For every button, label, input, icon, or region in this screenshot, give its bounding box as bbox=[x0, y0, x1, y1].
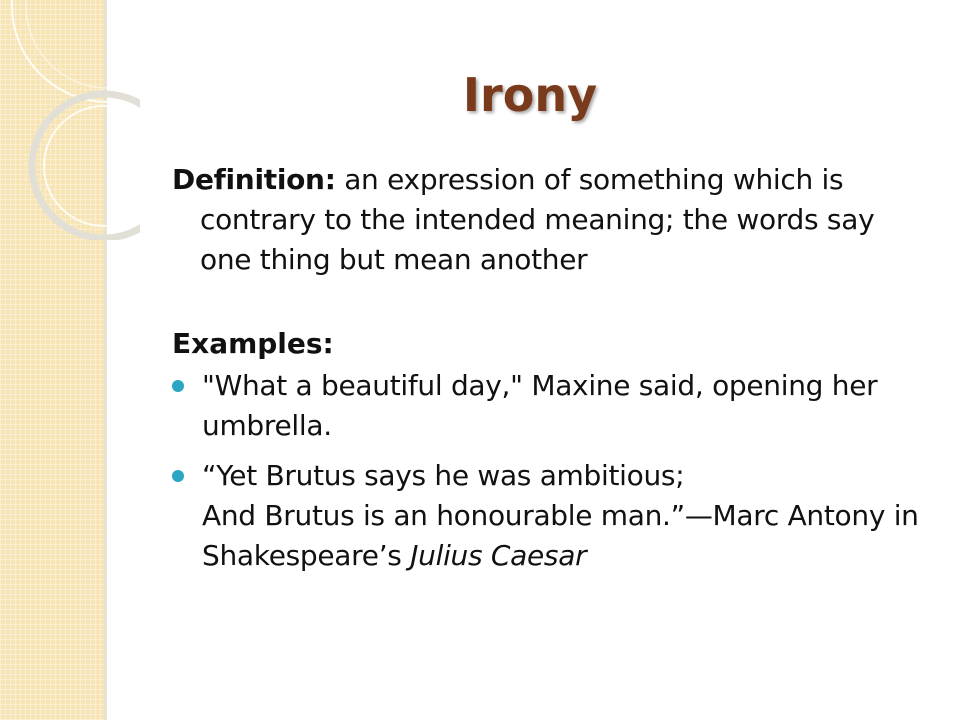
bullet-icon bbox=[172, 470, 184, 482]
quote-line-2: And Brutus is an honourable man.”—Marc Antony in Shakespeare’s bbox=[202, 499, 919, 572]
examples-heading: Examples: bbox=[172, 327, 334, 360]
bullet-icon bbox=[172, 380, 184, 392]
work-title: Julius Caesar bbox=[410, 539, 587, 572]
example-text: "What a beautiful day," Maxine said, opening her umbrella. bbox=[202, 369, 878, 442]
example-item bbox=[172, 456, 932, 576]
slide-content bbox=[172, 160, 932, 576]
definition-label: Definition: bbox=[172, 163, 336, 196]
decorative-circles bbox=[0, 0, 140, 240]
quote-line-1: “Yet Brutus says he was ambitious; bbox=[202, 459, 685, 492]
definition-text: an expression of something which is contrary to the intended meaning; the words say one thing but mean another bbox=[200, 163, 875, 276]
example-item bbox=[172, 366, 932, 446]
slide-title: Irony bbox=[462, 68, 598, 122]
decorative-ring-outer bbox=[32, 94, 140, 238]
definition-paragraph bbox=[172, 160, 932, 280]
decorative-circle-inner bbox=[26, 0, 140, 88]
examples-list bbox=[172, 366, 932, 576]
decorative-ring-inner bbox=[44, 106, 140, 226]
